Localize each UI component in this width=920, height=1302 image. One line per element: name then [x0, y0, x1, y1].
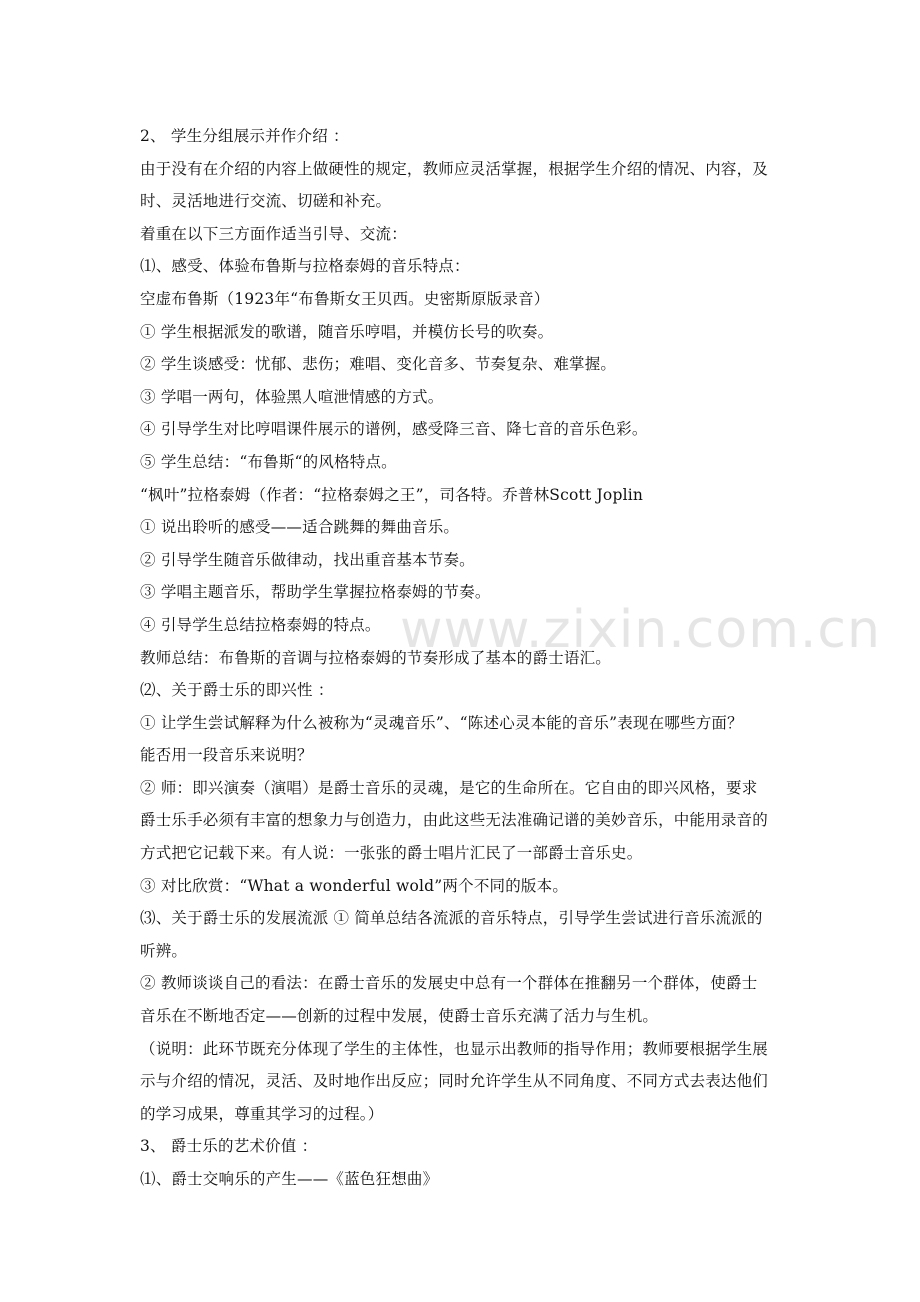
- text-line: 教师总结：布鲁斯的音调与拉格泰姆的节奏形成了基本的爵士语汇。: [140, 648, 612, 667]
- text-line: 听辨。: [140, 941, 188, 960]
- document-body: [140, 120, 800, 1196]
- text-line: ③ 学唱主题音乐，帮助学生掌握拉格泰姆的节奏。: [140, 583, 491, 602]
- text-line: （说明：此环节既充分体现了学生的主体性，也显示出教师的指导作用；教师要根据学生展: [140, 1039, 769, 1058]
- text-line: ⑤ 学生总结：“布鲁斯“的风格特点。: [140, 452, 397, 471]
- text-line: ① 学生根据派发的歌谱，随音乐哼唱，并模仿长号的吹奏。: [140, 322, 554, 341]
- text-line: 音乐在不断地否定——创新的过程中发展，使爵士音乐充满了活力与生机。: [140, 1007, 659, 1026]
- text-line: 由于没有在介绍的内容上做硬性的规定，教师应灵活掌握，根据学生介绍的情况、内容，及: [140, 159, 769, 178]
- text-line: ② 教师谈谈自己的看法：在爵士音乐的发展史中总有一个群体在推翻另一个群体，使爵士: [140, 974, 758, 993]
- text-line: 爵士乐手必须有丰富的想象力与创造力，由此这些无法准确记谱的美妙音乐，中能用录音的: [140, 811, 769, 830]
- text-line: ② 学生谈感受：忧郁、悲伤；难唱、变化音多、节奏复杂、难掌握。: [140, 355, 617, 374]
- text-line: ① 说出聆听的感受——适合跳舞的舞曲音乐。: [140, 518, 460, 537]
- text-line: ③ 学唱一两句，体验黑人喧泄情感的方式。: [140, 387, 444, 406]
- text-line: ⑶、关于爵士乐的发展流派 ① 简单总结各流派的音乐特点，引导学生尝试进行音乐流派的: [140, 909, 763, 928]
- text-line: 示与介绍的情况，灵活、及时地作出反应；同时允许学生从不同角度、不同方式去表达他们: [140, 1072, 769, 1091]
- text-line: 空虚布鲁斯（1923年“布鲁斯女王贝西。史密斯原版录音）: [140, 289, 550, 308]
- text-line: ⑵、关于爵士乐的即兴性 ：: [140, 681, 334, 700]
- watermark: www.zixin.com.cn: [400, 600, 881, 660]
- text-line: ② 师：即兴演奏（演唱）是爵士音乐的灵魂，是它的生命所在。它自由的即兴风格，要求: [140, 778, 758, 797]
- text-line: ⑴、爵士交响乐的产生——《蓝色狂想曲》: [140, 1170, 439, 1188]
- text-line: 2、 学生分组展示并作介绍 ：: [140, 127, 349, 145]
- text-line: ③ 对比欣赏：“What a wonderful wold”两个不同的版本。: [140, 876, 569, 895]
- text-line: ④ 引导学生总结拉格泰姆的特点。: [140, 615, 381, 634]
- text-line: ⑴、感受、体验布鲁斯与拉格泰姆的音乐特点：: [140, 257, 470, 276]
- text-line: 时、灵活地进行交流、切磋和补充。: [140, 192, 392, 211]
- text-line: ② 引导学生随音乐做律动，找出重音基本节奏。: [140, 550, 475, 569]
- text-line: “枫叶”拉格泰姆（作者：“拉格泰姆之王”，司各特。乔普林Scott Joplin: [140, 485, 644, 504]
- text-line: 能否用一段音乐来说明？: [140, 746, 313, 765]
- text-line: 3、 爵士乐的艺术价值 ：: [140, 1137, 318, 1156]
- text-line: ① 让学生尝试解释为什么被称为“灵魂音乐”、“陈述心灵本能的音乐”表现在哪些方面？: [140, 713, 743, 732]
- text-line: ④ 引导学生对比哼唱课件展示的谱例，感受降三音、降七音的音乐色彩。: [140, 420, 648, 439]
- text-line: 着重在以下三方面作适当引导、交流：: [140, 224, 407, 243]
- text-line: 的学习成果，尊重其学习的过程。）: [140, 1104, 384, 1123]
- text-line: 方式把它记载下来。有人说：一张张的爵士唱片汇民了一部爵士音乐史。: [140, 844, 643, 863]
